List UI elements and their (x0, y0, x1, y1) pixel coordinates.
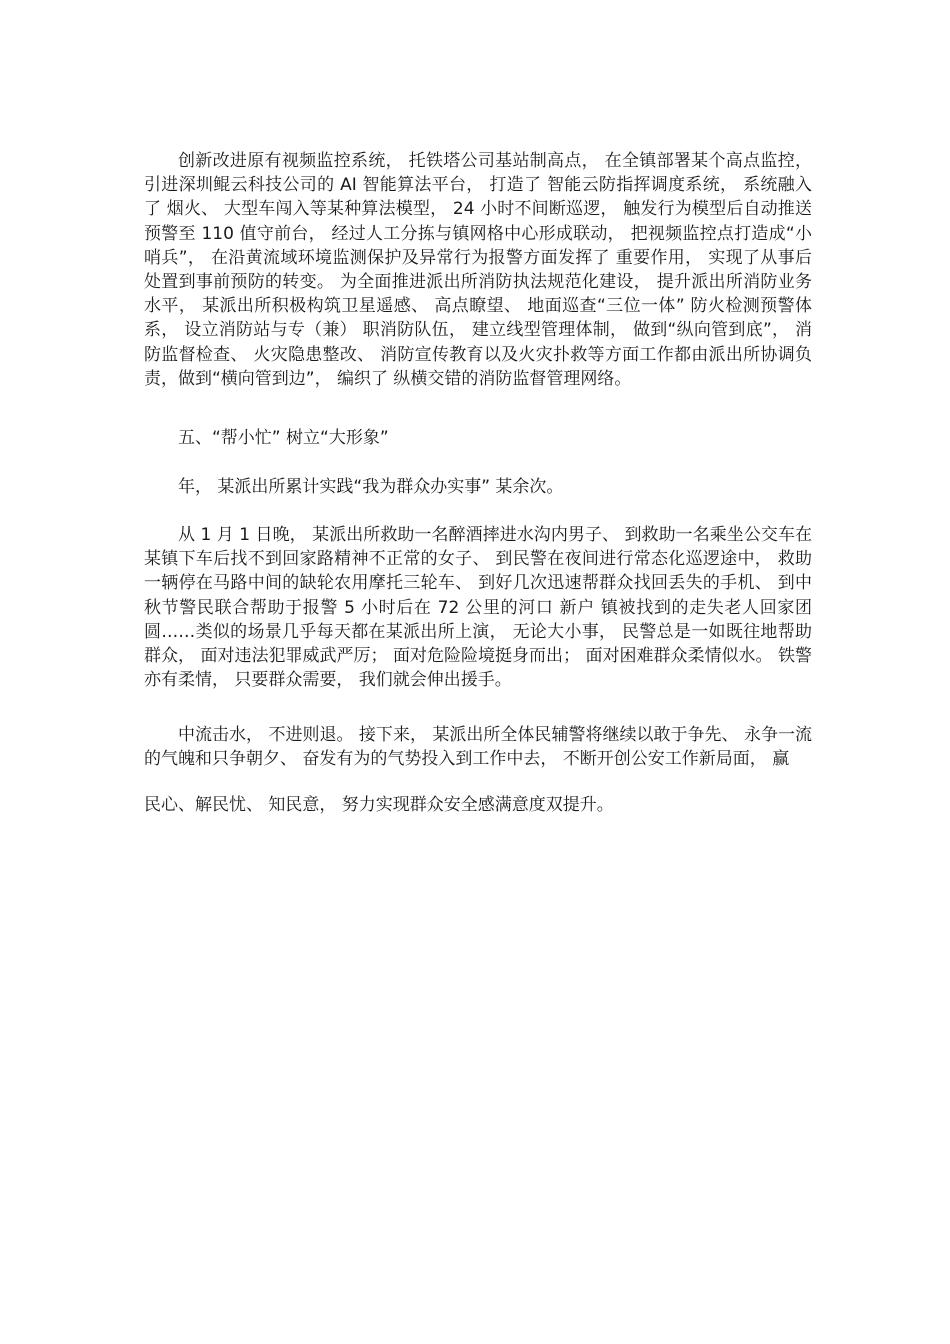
paragraph-rescue-cases: 从 1 月 1 日晚， 某派出所救助一名醉酒摔进水沟内男子、 到救助一名乘坐公交车在某镇下车后找不到回家路精神不正常的女子、 到民警在夜间进行常态化巡逻途中， 救助一辆停在马路中间的缺轮农用摩托三轮车、 到好几次迅速帮群众找回丢失的手机、 到中秋节警民联合帮助于报警 5 小时后在 72 公里的河口 新户 镇被找到的走失老人回家团圆……类似的场景几乎每天都在某派出所上演， 无论大小事， 民警总是一如既往地帮助群众， 面对违法犯罪威武严厉； 面对危险险境挺身而出； 面对困难群众柔情似水。 铁警亦有柔情， 只要群众需要， 我们就会伸出援手。 (144, 525, 812, 691)
paragraph-yearly-services: 年， 某派出所累计实践“我为群众办实事” 某余次。 (178, 477, 564, 497)
paragraph-surveillance-fire-control: 创新改进原有视频监控系统， 托铁塔公司基站制高点， 在全镇部署某个高点监控，引进深圳鲲云科技公司的 AI 智能算法平台， 打造了 智能云防指挥调度系统， 系统融入了 烟火、 大型车闯入等某种算法模型， 24 小时不间断巡逻， 触发行为模型后自动推送预警至 110 值守前台， 经过人工分拣与镇网格中心形成联动， 把视频监控点打造成“小哨兵”， 在沿黄流域环境监测保护及异常行为报警方面发挥了 重要作用， 实现了从事后处置到事前预防的转变。 为全面推进派出所消防执法规范化建设， 提升派出所消防业务水平， 某派出所积极构筑卫星遥感、 高点瞭望、 地面巡查“三位一体” 防火检测预警体系， 设立消防站与专（兼） 职消防队伍， 建立线型管理体制， 做到“纵向管到底”， 消防监督检查、 火灾隐患整改、 消防宣传教育以及火灾扑救等方面工作都由派出所协调负责，做到“横向管到边”， 编织了 纵横交错的消防监督管理网络。 (144, 151, 812, 389)
paragraph-closing-part-two: 民心、解民忧、 知民意， 努力实现群众安全感满意度双提升。 (144, 795, 614, 815)
paragraph-closing-part-one: 中流击水， 不进则退。 接下来， 某派出所全体民辅警将继续以敢于争先、 永争一流的气魄和只争朝夕、 奋发有为的气势投入到工作中去， 不断开创公安工作新局面， 赢 (144, 725, 812, 770)
section-heading-five: 五、“帮小忙” 树立“大形象” (178, 428, 389, 448)
